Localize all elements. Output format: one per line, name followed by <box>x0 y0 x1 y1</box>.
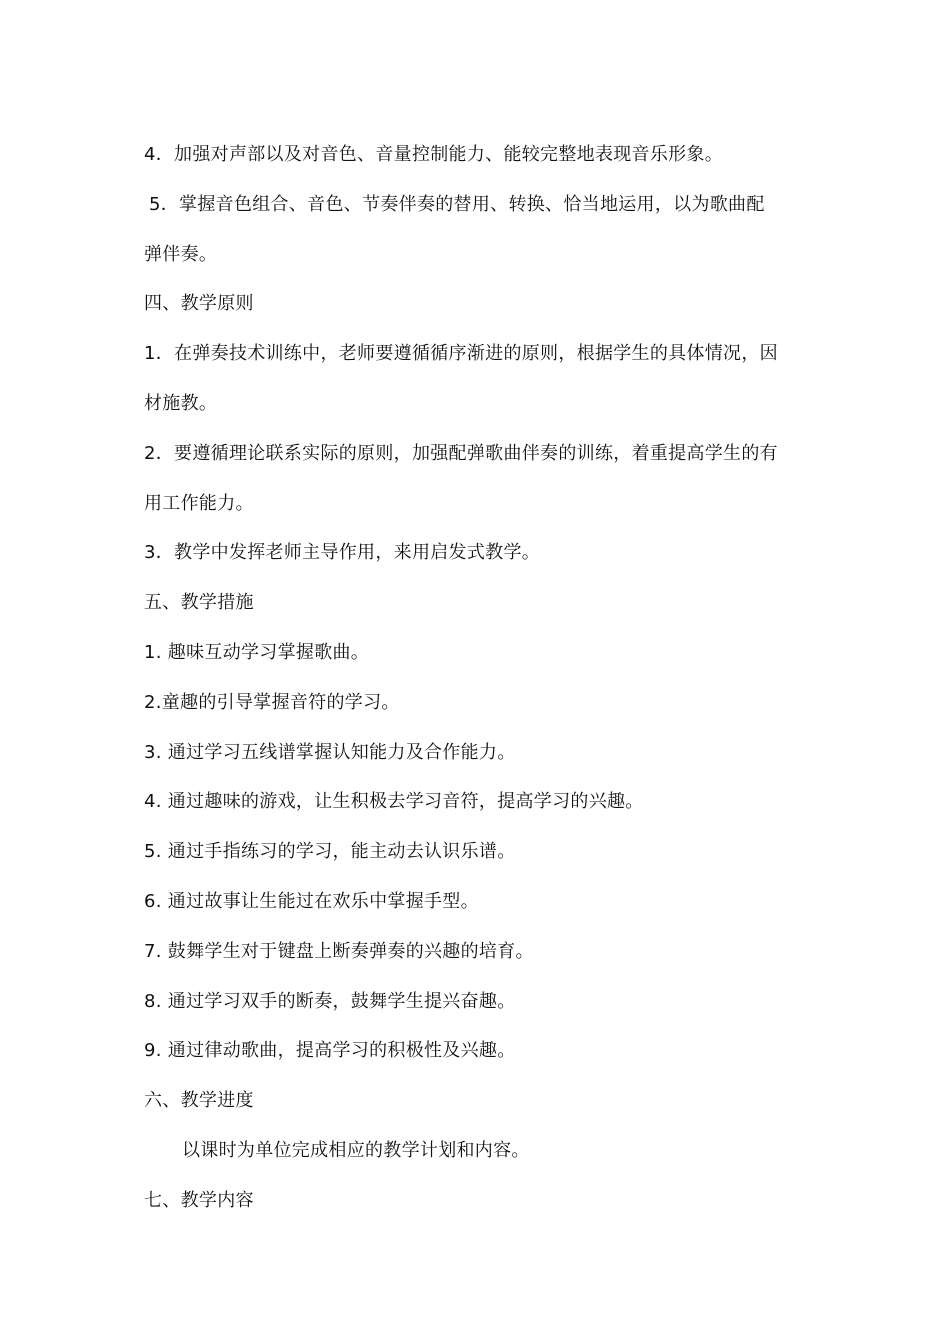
measure-item-6: 6. 通过故事让生能过在欢乐中掌握手型。 <box>144 890 479 912</box>
section-heading-content: 七、教学内容 <box>144 1189 254 1211</box>
principle-item-2: 2．要遵循理论联系实际的原则，加强配弹歌曲伴奏的训练，着重提高学生的有 <box>144 442 778 464</box>
progress-paragraph: 以课时为单位完成相应的教学计划和内容。 <box>182 1139 530 1161</box>
measure-item-5: 5. 通过手指练习的学习，能主动去认识乐谱。 <box>144 841 516 863</box>
principle-item-1-continued: 材施教。 <box>144 392 218 414</box>
measure-item-3: 3. 通过学习五线谱掌握认知能力及合作能力。 <box>144 741 516 763</box>
principle-item-1: 1．在弹奏技术训练中，老师要遵循循序渐进的原则，根据学生的具体情况，因 <box>144 343 778 365</box>
measure-item-8: 8. 通过学习双手的断奏，鼓舞学生提兴奋趣。 <box>144 990 516 1012</box>
goal-item-5: 5．掌握音色组合、音色、节奏伴奏的替用、转换、恰当地运用，以为歌曲配 <box>149 193 765 215</box>
principle-item-3: 3．教学中发挥老师主导作用，来用启发式教学。 <box>144 542 541 564</box>
goal-item-5-continued: 弹伴奏。 <box>144 243 218 265</box>
measure-item-4: 4. 通过趣味的游戏，让生积极去学习音符，提高学习的兴趣。 <box>144 791 644 813</box>
section-heading-measures: 五、教学措施 <box>144 592 254 614</box>
measure-item-9: 9. 通过律动歌曲，提高学习的积极性及兴趣。 <box>144 1040 516 1062</box>
measure-item-1: 1. 趣味互动学习掌握歌曲。 <box>144 641 370 663</box>
goal-item-4: 4．加强对声部以及对音色、音量控制能力、能较完整地表现音乐形象。 <box>144 144 724 165</box>
measure-item-7: 7. 鼓舞学生对于键盘上断奏弹奏的兴趣的培育。 <box>144 940 534 962</box>
section-heading-principles: 四、教学原则 <box>144 293 254 315</box>
principle-item-2-continued: 用工作能力。 <box>144 492 254 514</box>
document-page <box>144 130 814 1226</box>
measure-item-2: 2.童趣的引导掌握音符的学习。 <box>144 691 400 713</box>
section-heading-progress: 六、教学进度 <box>144 1090 254 1112</box>
